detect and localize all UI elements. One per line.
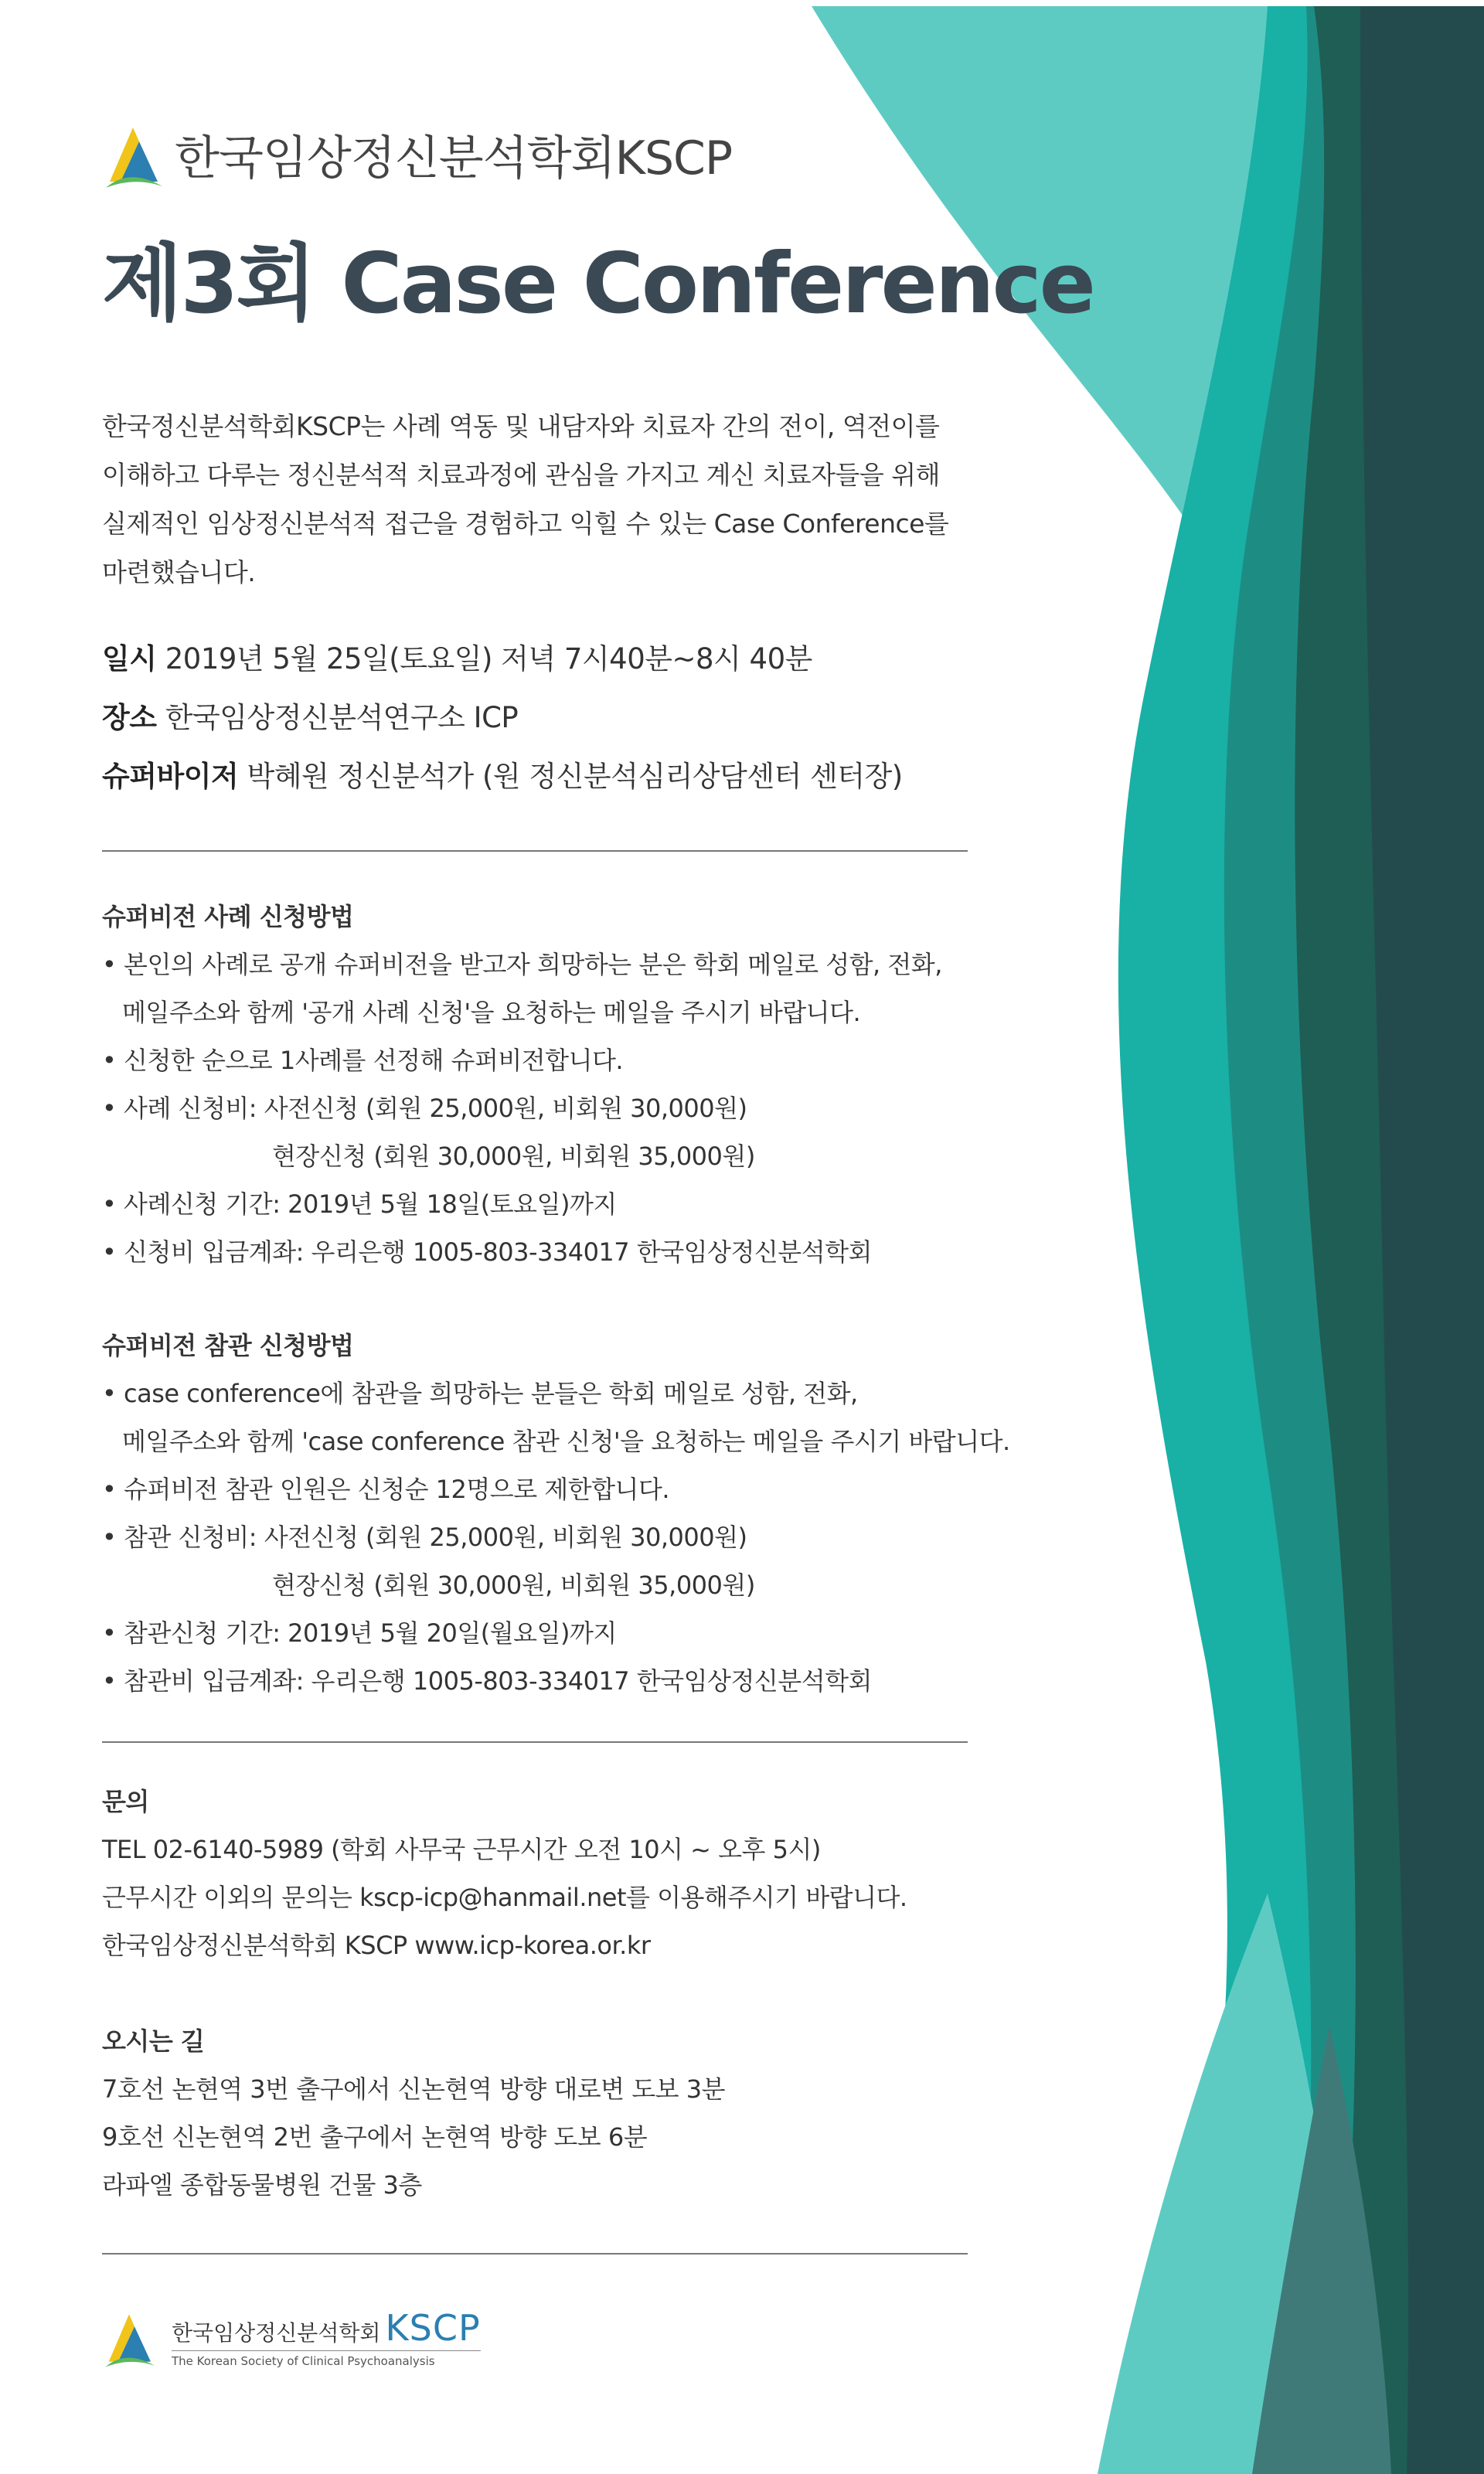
divider bbox=[102, 2253, 968, 2255]
section-heading: 슈퍼비전 사례 신청방법 bbox=[102, 902, 354, 931]
list-item: • 사례신청 기간: 2019년 5월 18일(토요일)까지 bbox=[102, 1189, 617, 1219]
intro-line: 한국정신분석학회KSCP는 사례 역동 및 내담자와 치료자 간의 전이, 역전이를 bbox=[102, 411, 940, 441]
header-logo bbox=[102, 116, 732, 193]
list-item: • 참관 신청비: 사전신청 (회원 25,000원, 비회원 30,000원) bbox=[102, 1523, 747, 1552]
contact-phone: TEL 02-6140-5989 (학회 사무국 근무시간 오전 10시 ~ 오후 5시) bbox=[102, 1835, 821, 1864]
section-heading: 문의 bbox=[102, 1787, 149, 1816]
kscp-logo-icon bbox=[102, 2307, 156, 2369]
divider bbox=[102, 1741, 968, 1743]
footer-logo bbox=[102, 2307, 481, 2369]
place-row bbox=[102, 689, 903, 747]
list-item: • 슈퍼비전 참관 인원은 신청순 12명으로 제한합니다. bbox=[102, 1475, 670, 1504]
supervisor-value: 박혜원 정신분석가 (원 정신분석심리상담센터 센터장) bbox=[238, 760, 903, 793]
kscp-logo-icon bbox=[102, 120, 164, 189]
event-info bbox=[102, 630, 903, 806]
place-value: 한국임상정신분석연구소 ICP bbox=[156, 701, 519, 734]
list-item: • case conference에 참관을 희망하는 분들은 학회 메일로 성함, 전화, bbox=[102, 1379, 858, 1408]
page-title: 제3회 Case Conference bbox=[102, 236, 1094, 332]
contact-email[interactable]: 근무시간 이외의 문의는 kscp-icp@hanmail.net를 이용해주시기 바랍니다. bbox=[102, 1883, 907, 1912]
intro-line: 실제적인 임상정신분석적 접근을 경험하고 익힐 수 있는 Case Conference를 bbox=[102, 509, 949, 539]
contact-website[interactable]: 한국임상정신분석학회 KSCP www.icp-korea.or.kr bbox=[102, 1931, 651, 1960]
supervisor-row bbox=[102, 747, 903, 806]
footer-org bbox=[172, 2307, 481, 2349]
list-item: • 신청비 입금계좌: 우리은행 1005-803-334017 한국임상정신분석학회 bbox=[102, 1237, 872, 1267]
section-heading: 오시는 길 bbox=[102, 2027, 205, 2056]
contact-section bbox=[102, 1778, 907, 1969]
directions-section bbox=[102, 2017, 725, 2209]
list-item: • 본인의 사례로 공개 슈퍼비전을 받고자 희망하는 분은 학회 메일로 성함, 전화, bbox=[102, 950, 942, 979]
list-item: 현장신청 (회원 30,000원, 비회원 35,000원) bbox=[272, 1570, 755, 1600]
intro-line: 마련했습니다. bbox=[102, 557, 256, 587]
divider bbox=[102, 850, 968, 852]
place-label: 장소 bbox=[102, 701, 157, 734]
list-item: • 사례 신청비: 사전신청 (회원 25,000원, 비회원 30,000원) bbox=[102, 1094, 747, 1123]
list-item: 현장신청 (회원 30,000원, 비회원 35,000원) bbox=[272, 1142, 755, 1171]
intro-line: 이해하고 다루는 정신분석적 치료과정에 관심을 가지고 계신 치료자들을 위해 bbox=[102, 460, 941, 490]
supervisor-label: 슈퍼바이저 bbox=[102, 760, 239, 793]
header-org-name: 한국임상정신분석학회KSCP bbox=[175, 131, 733, 185]
footer-kscp: KSCP bbox=[385, 2307, 481, 2349]
footer-org-name: 한국임상정신분석학회 bbox=[172, 2320, 381, 2346]
list-item: 메일주소와 함께 'case conference 참관 신청'을 요청하는 메일을 주시기 바랍니다. bbox=[122, 1427, 1010, 1456]
list-item: • 참관비 입금계좌: 우리은행 1005-803-334017 한국임상정신분석학회 bbox=[102, 1666, 872, 1696]
footer-text bbox=[172, 2307, 481, 2368]
list-item: 라파엘 종합동물병원 건물 3층 bbox=[102, 2170, 422, 2200]
case-application-section bbox=[102, 893, 942, 1276]
list-item: 9호선 신논현역 2번 출구에서 논현역 방향 도보 6분 bbox=[102, 2122, 648, 2152]
list-item: • 신청한 순으로 1사례를 선정해 슈퍼비전합니다. bbox=[102, 1046, 624, 1075]
attendance-application-section bbox=[102, 1322, 1010, 1705]
section-heading: 슈퍼비전 참관 신청방법 bbox=[102, 1331, 354, 1360]
date-label: 일시 bbox=[102, 642, 157, 676]
date-value: 2019년 5월 25일(토요일) 저녁 7시40분~8시 40분 bbox=[156, 642, 812, 676]
list-item: 7호선 논현역 3번 출구에서 신논현역 방향 대로변 도보 3분 bbox=[102, 2074, 726, 2104]
intro-paragraph bbox=[102, 402, 983, 597]
date-row bbox=[102, 630, 903, 689]
list-item: 메일주소와 함께 '공개 사례 신청'을 요청하는 메일을 주시기 바랍니다. bbox=[122, 998, 861, 1027]
footer-english-name: The Korean Society of Clinical Psychoanalysis bbox=[172, 2350, 481, 2368]
list-item: • 참관신청 기간: 2019년 5월 20일(월요일)까지 bbox=[102, 1618, 617, 1648]
